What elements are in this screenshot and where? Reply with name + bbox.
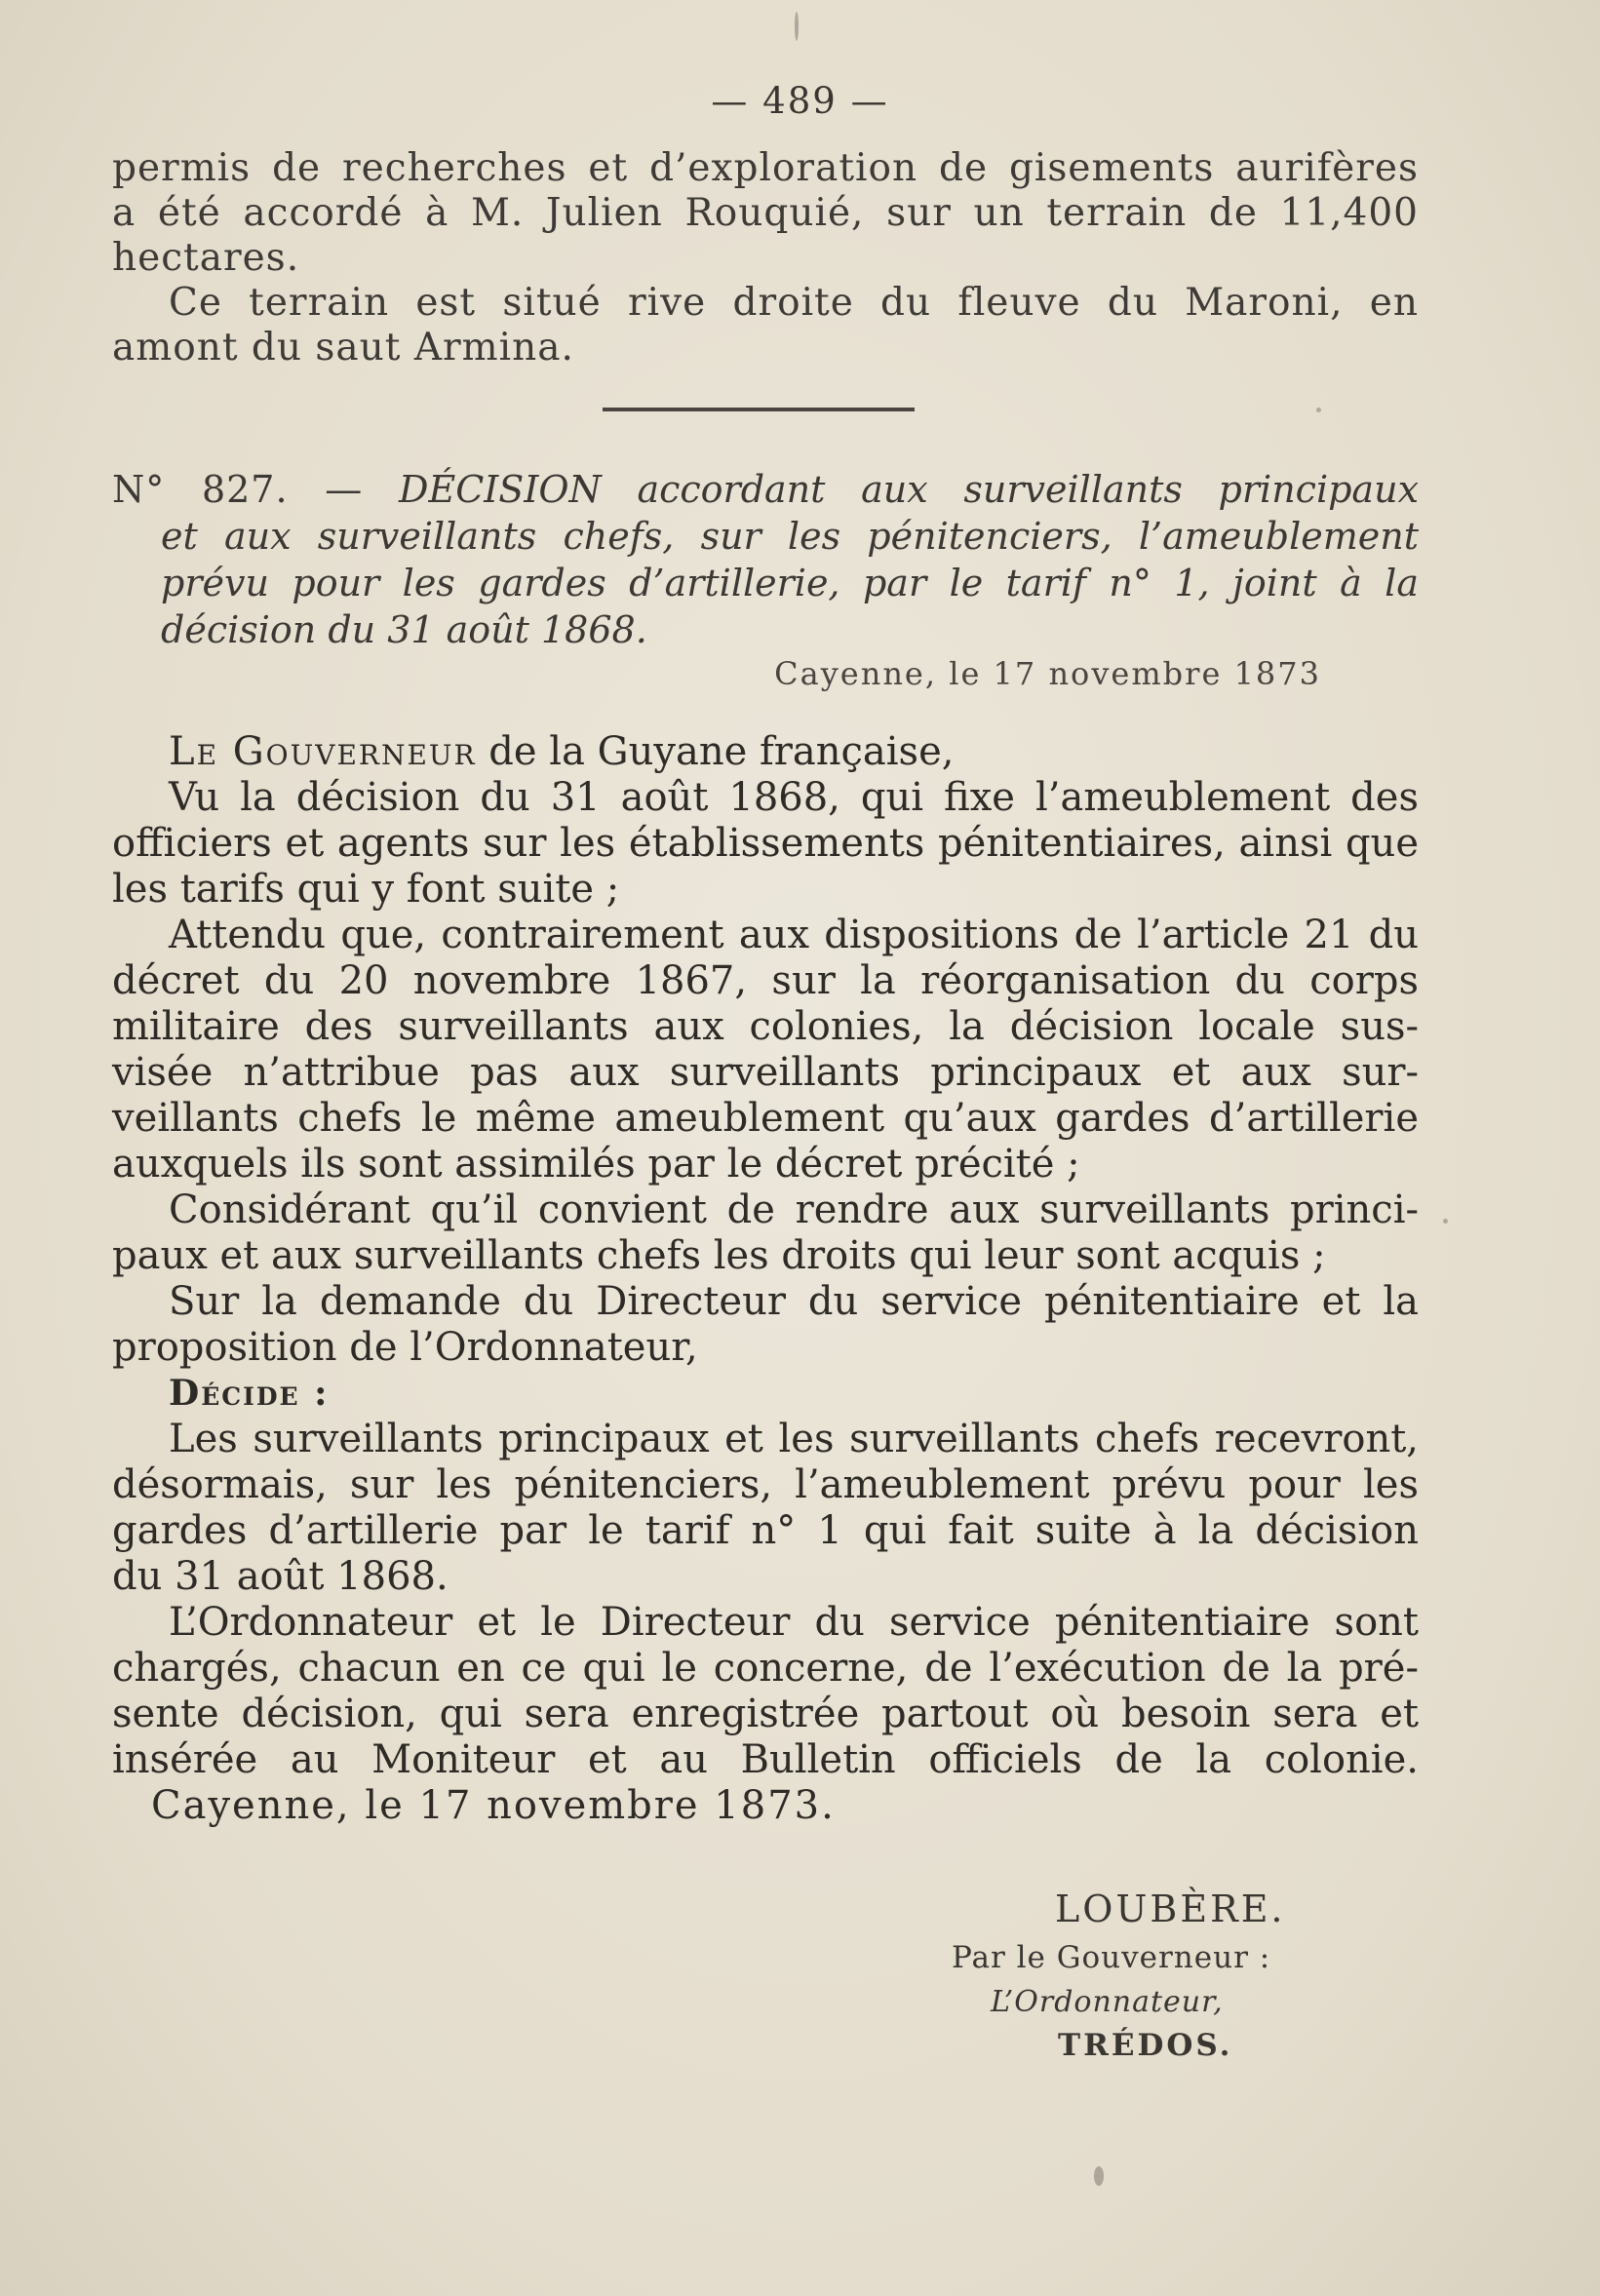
signature-role: L’Ordonnateur, <box>991 1985 1224 2019</box>
intro-line: hectares. <box>112 236 300 280</box>
governor-signature: LOUBÈRE. <box>1055 1887 1286 1930</box>
paper-blemish <box>1443 1219 1448 1224</box>
vu-paragraph <box>112 775 1419 913</box>
intro-text <box>112 146 1419 281</box>
paper-blemish <box>1094 2166 1104 2186</box>
paper-blemish <box>795 12 799 41</box>
sur-paragraph <box>112 1279 1419 1371</box>
body-line: du 31 août 1868. <box>112 1554 449 1599</box>
body-line: L’Ordonnateur et le Directeur du service pénitentiaire sont <box>169 1600 1419 1645</box>
section-divider <box>603 408 915 411</box>
governor-title: Le Gouverneur <box>169 729 477 774</box>
body-line: Considérant qu’il convient de rendre aux surveillants princi- <box>169 1187 1419 1232</box>
intro-paragraph-2 <box>112 281 1419 370</box>
body-line: militaire des surveillants aux colonies, la décision locale sus- <box>112 1004 1419 1049</box>
body-line: auxquels ils sont assimilés par le décret précité ; <box>112 1142 1080 1187</box>
decision-body <box>112 729 1419 1829</box>
considerant-paragraph <box>112 1187 1419 1279</box>
governor-rest: de la Guyane française, <box>476 729 955 774</box>
closing-date: Cayenne, le 17 novembre 1873. <box>151 1783 836 1828</box>
decision-title-line: et aux surveillants chefs, sur les pénitenciers, l’ameublement <box>161 515 1419 558</box>
decision-title-line-1 <box>112 466 1419 513</box>
body-line: désormais, sur les pénitenciers, l’ameublement prévu pour les <box>112 1462 1419 1507</box>
body-line: sente décision, qui sera enregistrée partout où besoin sera et <box>112 1692 1419 1736</box>
intro-line: amont du saut Armina. <box>112 326 574 370</box>
ordonnateur-paragraph <box>112 1600 1419 1783</box>
body-line: Vu la décision du 31 août 1868, qui fixe l’ameublement des <box>169 775 1419 820</box>
attendu-paragraph <box>112 913 1419 1187</box>
page-number: — 489 — <box>711 80 889 122</box>
decision-place-date: Cayenne, le 17 novembre 1873 <box>774 655 1321 692</box>
decide-line <box>112 1371 1419 1417</box>
decision-title-line: décision du 31 août 1868. <box>161 608 647 651</box>
surveillants-paragraph <box>112 1417 1419 1600</box>
governor-line <box>112 729 1419 775</box>
body-line: gardes d’artillerie par le tarif n° 1 qui fait suite à la décision <box>112 1508 1419 1553</box>
decision-title-text: DÉCISION accordant aux surveillants principaux <box>399 468 1419 511</box>
decide-label: Décide : <box>169 1373 330 1414</box>
intro-paragraph <box>112 146 1419 370</box>
intro-line: Ce terrain est situé rive droite du fleuve du Maroni, en <box>169 281 1419 325</box>
body-line: Attendu que, contrairement aux dispositions de l’article 21 du <box>169 913 1419 957</box>
closing-date-line <box>112 1783 1419 1829</box>
body-line: les tarifs qui y font suite ; <box>112 867 620 912</box>
body-line: officiers et agents sur les établissements pénitentiaires, ainsi que <box>112 821 1419 866</box>
governor-text <box>112 729 1419 775</box>
body-line: paux et aux surveillants chefs les droits qui leur sont acquis ; <box>112 1233 1326 1278</box>
decision-number: N° 827. — <box>112 468 364 511</box>
body-line: Sur la demande du Directeur du service pénitentiaire et la <box>169 1279 1419 1324</box>
decision-title-line: prévu pour les gardes d’artillerie, par le tarif n° 1, joint à la <box>161 562 1419 604</box>
body-line: proposition de l’Ordonnateur, <box>112 1325 698 1370</box>
decision-heading <box>112 466 1419 653</box>
body-line: visée n’attribue pas aux surveillants principaux et aux sur- <box>112 1050 1419 1095</box>
intro-line: permis de recherches et d’exploration de gisements aurifères <box>112 146 1419 190</box>
body-line: chargés, chacun en ce qui le concerne, de l’exécution de la pré- <box>112 1646 1419 1691</box>
body-line: veillants chefs le même ameublement qu’aux gardes d’artillerie <box>112 1096 1419 1141</box>
paper-blemish <box>1316 408 1321 412</box>
intro-line: a été accordé à M. Julien Rouquié, sur un terrain de 11,400 <box>112 191 1419 235</box>
body-line: décret du 20 novembre 1867, sur la réorganisation du corps <box>112 958 1419 1003</box>
body-line: insérée au Moniteur et au Bulletin officiels de la colonie. <box>112 1737 1419 1782</box>
body-line: Les surveillants principaux et les surveillants chefs recevront, <box>169 1417 1419 1461</box>
signature-by-line: Par le Gouverneur : <box>952 1940 1271 1975</box>
ordonnateur-signature: TRÉDOS. <box>1058 2028 1233 2063</box>
